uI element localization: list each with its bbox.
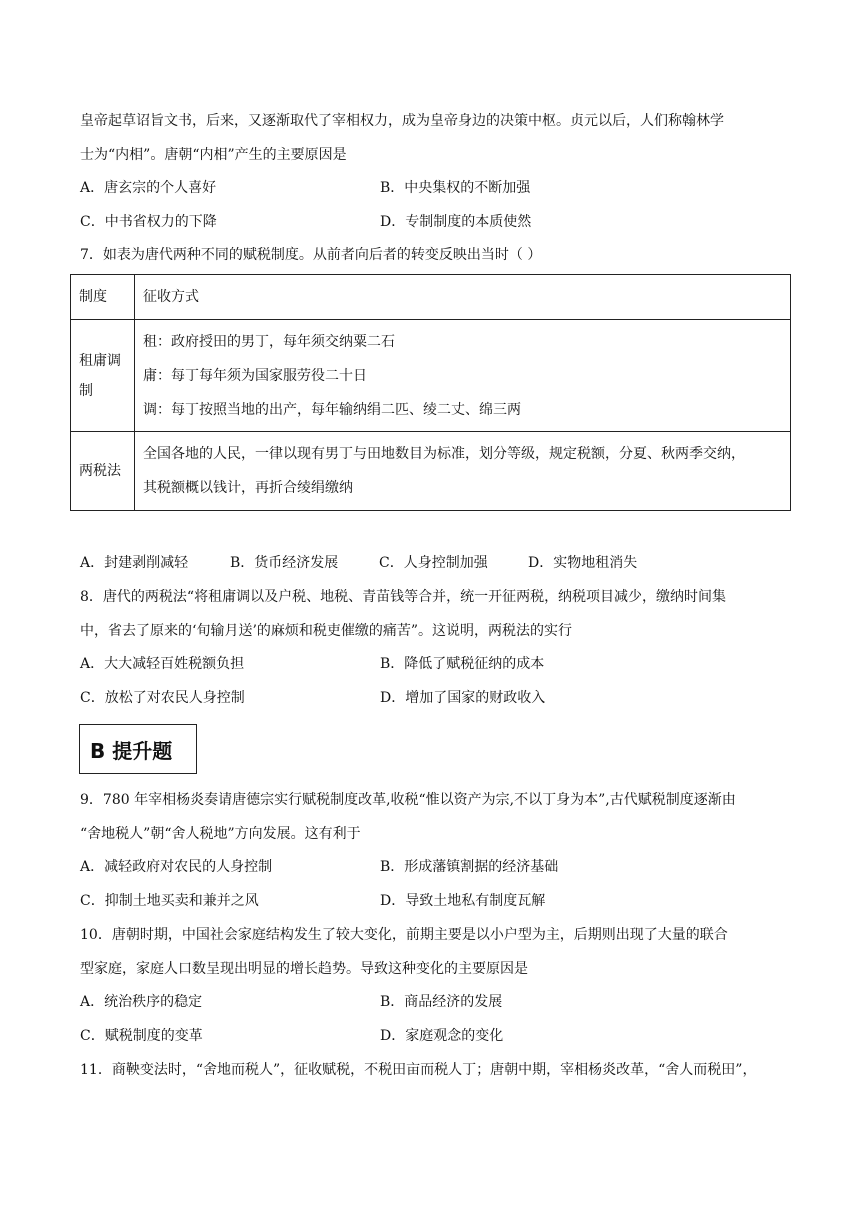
zuyongdiao-item-zu: 租：政府授田的男丁，每年须交纳粟二石 [143,333,395,350]
q9-option-d[interactable]: D．导致土地私有制度瓦解 [380,893,546,909]
header-system: 制度 [71,275,135,320]
q10-stem-line2: 型家庭，家庭人口数呈现出明显的增长趋势。导致这种变化的主要原因是 [80,961,528,977]
table-row-zuyongdiao [71,320,791,432]
liangshuifa-method [135,432,791,511]
liangshuifa-line1: 全国各地的人民，一律以现有男丁与田地数目为标准，划分等级，规定税额，分夏、秋两季交纳， [143,446,745,462]
q11-stem-line1: 11．商鞅变法时，“舍地而税人”，征收赋税，不税田亩而税人丁；唐朝中期，宰相杨炎改革，“舍人而税田”， [80,1062,757,1078]
q8-option-d[interactable]: D．增加了国家的财政收入 [380,690,546,706]
q8-option-c[interactable]: C．放松了对农民人身控制 [80,690,245,706]
q6-stem-line2: 士为“内相”。唐朝“内相”产生的主要原因是 [80,147,347,163]
zuyongdiao-item-diao: 调：每丁按照当地的出产，每年输纳绢二匹、绫二丈、绵三两 [143,401,521,418]
q8-stem-line1: 8．唐代的两税法“将租庸调以及户税、地税、青苗钱等合并，统一开征两税，纳税项目减少，缴纳时间集 [80,589,727,605]
q7-stem: 7．如表为唐代两种不同的赋税制度。从前者向后者的转变反映出当时（ ） [80,247,542,263]
tax-system-table [70,274,791,511]
q9-option-c[interactable]: C．抑制土地买卖和兼并之风 [80,893,259,909]
q8-option-b[interactable]: B．降低了赋税征纳的成本 [380,656,545,672]
q6-option-c[interactable]: C．中书省权力的下降 [80,214,217,230]
zuyongdiao-name-line2: 制 [79,382,93,399]
q10-option-a[interactable]: A．统治秩序的稳定 [80,994,203,1010]
section-b-heading: B 提升题 [79,724,197,774]
q10-option-c[interactable]: C．赋税制度的变革 [80,1028,203,1044]
q8-option-a[interactable]: A．大大减轻百姓税额负担 [80,656,245,672]
q10-option-d[interactable]: D．家庭观念的变化 [380,1028,504,1044]
zuyongdiao-name [71,320,135,432]
q6-option-a[interactable]: A．唐玄宗的个人喜好 [80,180,217,196]
q9-stem-line1: 9．780 年宰相杨炎奏请唐德宗实行赋税制度改革,收税“惟以资产为宗,不以丁身为本”,古代赋税制度逐渐由 [80,792,736,808]
table-row-liangshuifa [71,432,791,511]
q7-option-b[interactable]: B．货币经济发展 [230,555,339,571]
zuyongdiao-item-yong: 庸：每丁每年须为国家服劳役二十日 [143,367,367,384]
q6-option-b[interactable]: B．中央集权的不断加强 [380,180,531,196]
liangshuifa-name: 两税法 [71,432,135,511]
q6-option-d[interactable]: D．专制制度的本质使然 [380,214,532,230]
q9-stem-line2: “舍地税人”朝“舍人税地”方向发展。这有利于 [80,826,361,842]
table-header-row [71,275,791,320]
header-method: 征收方式 [135,275,791,320]
q8-stem-line2: 中，省去了原来的‘旬输月送’的麻烦和税吏催缴的痛苦”。这说明，两税法的实行 [80,623,573,639]
q9-option-a[interactable]: A．减轻政府对农民的人身控制 [80,859,273,875]
zuyongdiao-name-line1: 租庸调 [79,352,121,369]
q6-stem-line1: 皇帝起草诏旨文书，后来，又逐渐取代了宰相权力，成为皇帝身边的决策中枢。贞元以后，人们称翰林学 [80,113,724,129]
q7-option-a[interactable]: A．封建剥削减轻 [80,555,189,571]
zuyongdiao-method [135,320,791,432]
q7-option-d[interactable]: D．实物地租消失 [528,555,638,571]
q10-option-b[interactable]: B．商品经济的发展 [380,994,503,1010]
liangshuifa-line2: 其税额概以钱计，再折合绫绢缴纳 [143,480,353,496]
q7-option-c[interactable]: C．人身控制加强 [379,555,488,571]
q9-option-b[interactable]: B．形成藩镇割据的经济基础 [380,859,559,875]
q10-stem-line1: 10．唐朝时期，中国社会家庭结构发生了较大变化，前期主要是以小户型为主，后期则出现了大量的联合 [80,927,728,943]
